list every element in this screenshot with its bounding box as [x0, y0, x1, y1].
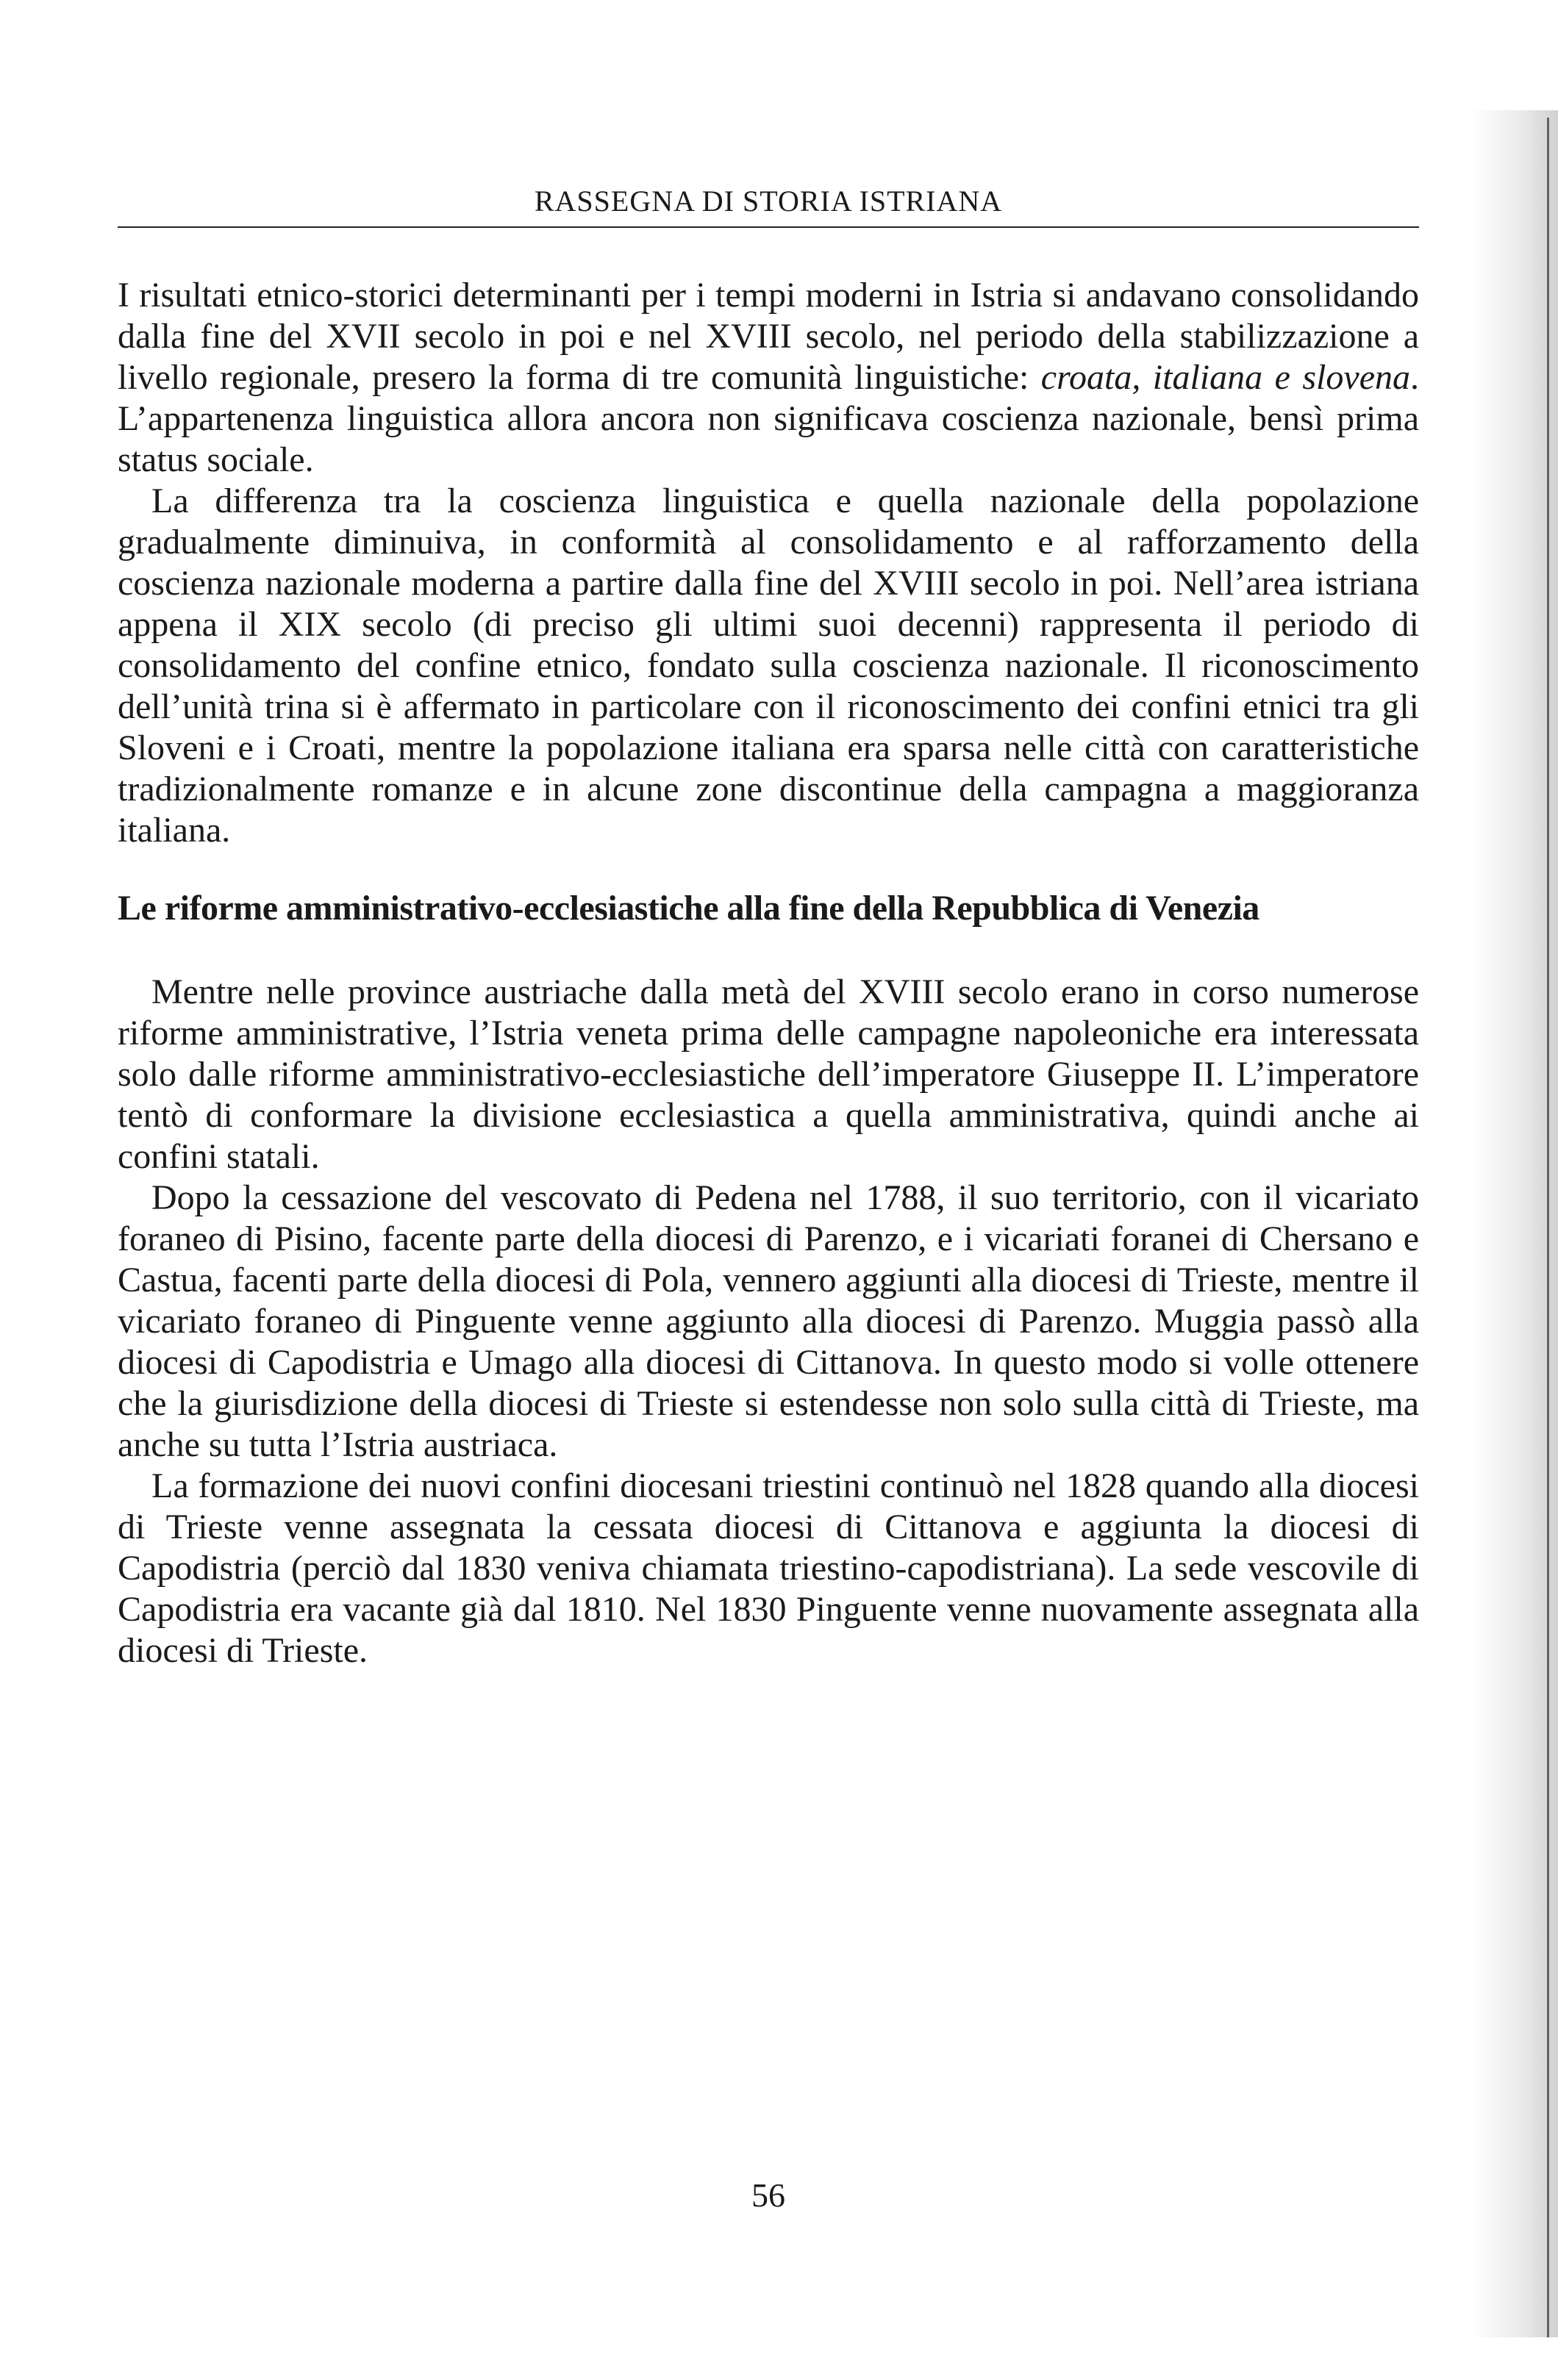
paragraph-1 — [118, 275, 1419, 481]
paragraph-1-italic: croata, italiana e slovena — [1040, 358, 1411, 397]
body-text — [118, 275, 1419, 1671]
running-header: RASSEGNA DI STORIA ISTRIANA — [534, 184, 1003, 218]
paragraph-1-text: I risultati etnico-storici determinanti per i tempi moderni in Istria si andavano consolidando dalla fine del XVII secolo in poi e nel XVIII secolo, nel periodo della stabilizzazione a livello regionale, presero la forma di tre comunità linguistiche: — [118, 276, 1419, 397]
paragraph-2: La differenza tra la coscienza linguistica e quella nazionale della popolazione gradualmente diminuiva, in conformità al consolidamento e al rafforzamento della coscienza nazionale moderna a partire dalla fine del XVIII secolo in poi. Nell’area istriana appena il XIX secolo (di preciso gli ultimi suoi decenni) rappresenta il periodo di consolidamento del confine etnico, fondato sulla coscienza nazionale. Il riconoscimento dell’unità trina si è affermato in particolare con il riconoscimento dei confini etnici tra gli Sloveni e i Croati, mentre la popolazione italiana era sparsa nelle città con caratteristiche tradizionalmente romanze e in alcune zone discontinue della campagna a maggioranza italiana. — [118, 481, 1419, 850]
paragraph-5: La formazione dei nuovi confini diocesani triestini continuò nel 1828 quando alla diocesi di Trieste venne assegnata la cessata diocesi di Cittanova e aggiunta la diocesi di Capodistria (perciò dal 1830 veniva chiamata triestino-capodistriana). La sede vescovile di Capodistria era vacante già dal 1810. Nel 1830 Pinguente venne nuovamente assegnata alla diocesi di Trieste. — [118, 1466, 1419, 1670]
scan-edge-shadow — [1470, 110, 1558, 2337]
section-heading: Le riforme amministrativo-ecclesiastiche alla fine della Repubblica di Venezia — [118, 889, 1259, 928]
paragraph-3: Mentre nelle province austriache dalla metà del XVIII secolo erano in corso numerose riforme amministrative, l’Istria veneta prima delle campagne napoleoniche era interessata solo dalle riforme amministrativo-ecclesiastiche dell’imperatore Giuseppe II. L’imperatore tentò di conformare la divisione ecclesiastica a quella amministrativa, quindi anche ai confini statali. — [118, 972, 1419, 1176]
page-number: 56 — [751, 2176, 785, 2214]
paragraph-1-text-end: . L’appartenenza linguistica allora ancora non significava coscienza nazionale, bensì prima status sociale. — [118, 358, 1420, 479]
header-rule — [118, 226, 1419, 228]
scan-edge-line — [1547, 118, 1549, 2337]
paragraph-4: Dopo la cessazione del vescovato di Pedena nel 1788, il suo territorio, con il vicariato foraneo di Pisino, facente parte della diocesi di Parenzo, e i vicariati foranei di Chersano e Castua, facenti parte della diocesi di Pola, vennero aggiunti alla diocesi di Trieste, mentre il vicariato foraneo di Pinguente venne aggiunto alla diocesi di Parenzo. Muggia passò alla diocesi di Capodistria e Umago alla diocesi di Cittanova. In questo modo si volle ottenere che la giurisdizione della diocesi di Trieste si estendesse non solo sulla città di Trieste, ma anche su tutta l’Istria austriaca. — [118, 1178, 1419, 1464]
